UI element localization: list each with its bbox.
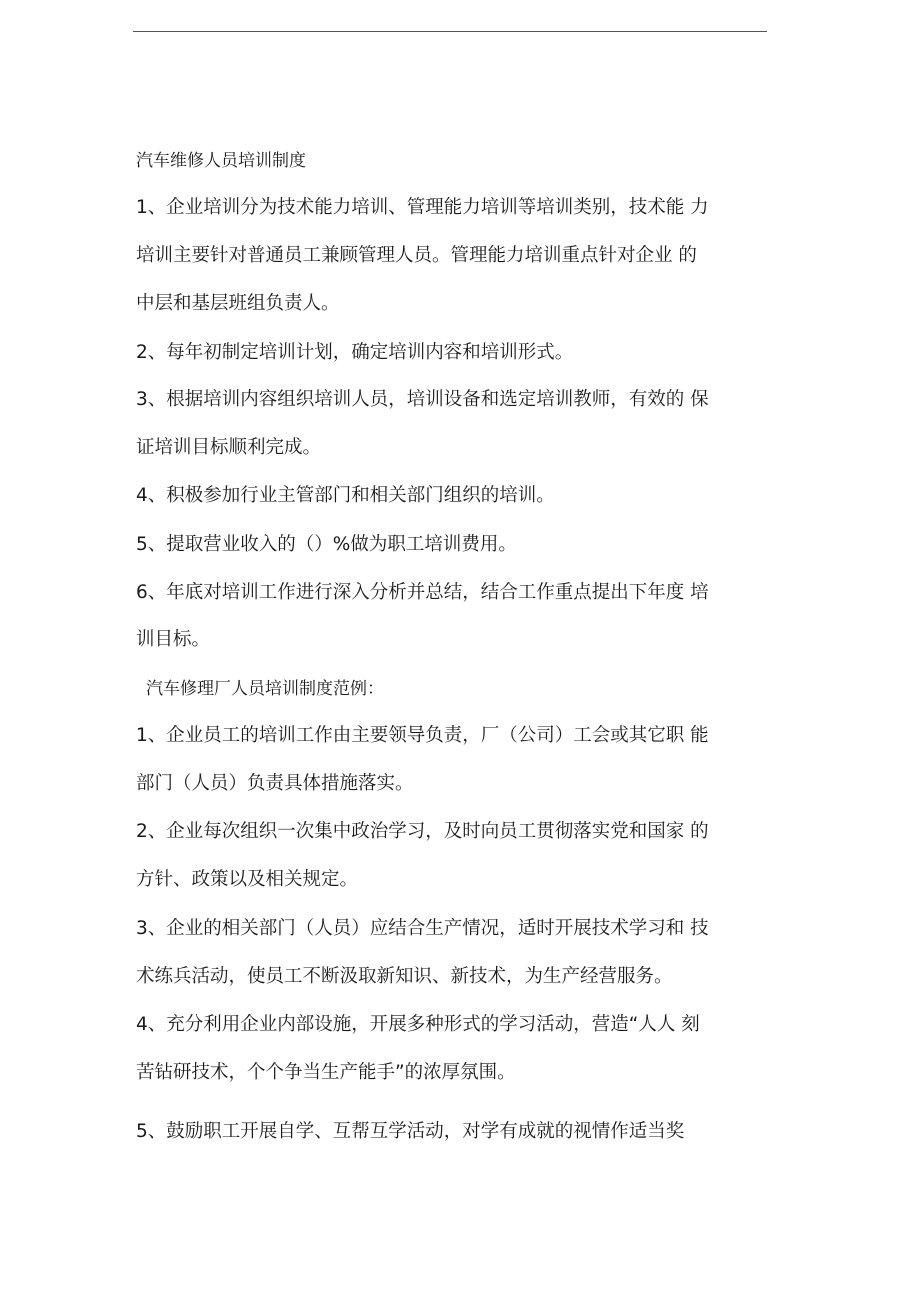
paragraph-line: 1、企业培训分为技术能力培训、管理能力培训等培训类别，技术能 力 [136,197,709,218]
paragraph-line: 5、提取营业收入的（）%做为职工培训费用。 [136,534,517,555]
paragraph-line: 训目标。 [136,629,211,650]
header-rule [133,31,767,32]
paragraph-line: 2、每年初制定培训计划，确定培训内容和培训形式。 [136,342,574,363]
paragraph-line: 部门（人员）负责具体措施落实。 [136,773,414,794]
paragraph-line: 2、企业每次组织一次集中政治学习，及时向员工贯彻落实党和国家 的 [136,821,709,842]
paragraph-line: 术练兵活动，使员工不断汲取新知识、新技术，为生产经营服务。 [136,966,673,987]
paragraph-line: 6、年底对培训工作进行深入分析并总结，结合工作重点提出下年度 培 [136,582,709,603]
paragraph-line: 4、积极参加行业主管部门和相关部门组织的培训。 [136,485,555,506]
paragraph-line: 中层和基层班组负责人。 [136,293,340,314]
section-title: 汽车修理厂人员培训制度范例： [146,679,384,699]
paragraph-line: 3、根据培训内容组织培训人员，培训设备和选定培训教师，有效的 保 [136,389,709,410]
paragraph-line: 培训主要针对普通员工兼顾管理人员。管理能力培训重点针对企业 的 [136,245,697,266]
paragraph-line: 方针、政策以及相关规定。 [136,869,359,890]
paragraph-line: 4、充分利用企业内部设施，开展多种形式的学习活动，营造“人人 刻 [136,1014,700,1035]
paragraph-line: 苦钻研技术，个个争当生产能手”的浓厚氛围。 [136,1062,516,1083]
paragraph-line: 5、鼓励职工开展自学、互帮互学活动，对学有成就的视情作适当奖 [136,1121,685,1142]
section-title: 汽车维修人员培训制度 [136,151,306,171]
paragraph-line: 3、企业的相关部门（人员）应结合生产情况，适时开展技术学习和 技 [136,918,709,939]
paragraph-line: 1、企业员工的培训工作由主要领导负责，厂（公司）工会或其它职 能 [136,725,709,746]
paragraph-line: 证培训目标顺利完成。 [136,437,322,458]
